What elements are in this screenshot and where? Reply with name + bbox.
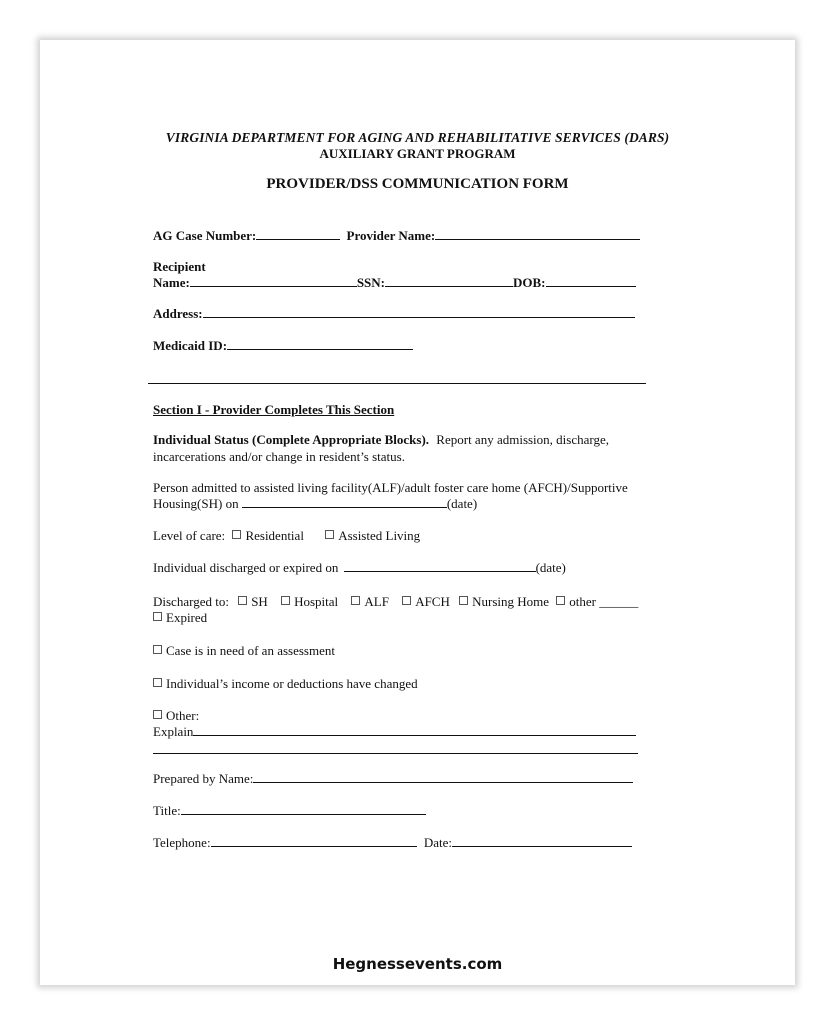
medicaid-label: Medicaid ID: [153,338,228,353]
recipient-label: Recipient [153,259,206,274]
section1-heading: Section I - Provider Completes This Section [153,402,395,417]
provider-name-line[interactable] [435,228,640,240]
expired-checkbox[interactable] [153,612,162,621]
date-label: Date: [423,835,452,850]
admitted-date-line[interactable] [242,496,447,508]
assisted-living-checkbox[interactable] [325,530,334,539]
residential-label: Residential [245,528,304,543]
admitted-line2: Housing(SH) on [153,496,239,511]
date-line[interactable] [452,835,632,847]
dob-line[interactable] [546,275,636,287]
explain-line2[interactable] [153,753,638,754]
discharged-date-label: (date) [535,560,566,575]
level-of-care-row [153,528,420,544]
alf-checkbox[interactable] [351,596,360,605]
ssn-line[interactable] [385,275,513,287]
expired-row [153,610,207,626]
address-label: Address: [153,306,203,321]
explain-line1[interactable] [193,724,636,736]
medicaid-line[interactable] [227,338,413,350]
assisted-living-label: Assisted Living [338,528,421,543]
ag-case-label: AG Case Number: [153,228,257,243]
telephone-row [153,835,632,851]
nursing-home-label: Nursing Home [472,594,550,609]
title-row [153,803,426,819]
admitted-date-label: (date) [446,496,478,511]
admitted-line1: Person admitted to assisted living facility(ALF)/adult foster care home (AFCH)/Supportive [153,480,628,495]
name-line[interactable] [190,275,357,287]
provider-name-label: Provider Name: [346,228,436,243]
alf-label: ALF [364,594,389,609]
other-row [153,708,199,724]
explain-label: Explain [153,724,194,739]
assessment-row [153,643,335,659]
income-label: Individual’s income or deductions have changed [166,676,418,691]
income-row [153,676,418,692]
title-label: Title: [153,803,181,818]
telephone-line[interactable] [211,835,417,847]
address-row [153,306,635,322]
residential-checkbox[interactable] [232,530,241,539]
assessment-checkbox[interactable] [153,645,162,654]
discharged-expired-row [153,560,566,576]
admitted-row [153,496,477,512]
expired-label: Expired [166,610,208,625]
name-label: Name: [153,275,190,290]
sh-label: SH [251,594,268,609]
assessment-label: Case is in need of an assessment [166,643,335,658]
other-checkbox[interactable] [153,710,162,719]
prepared-by-line[interactable] [253,771,633,783]
agency-name: VIRGINIA DEPARTMENT FOR AGING AND REHABILITATIVE SERVICES (DARS) [165,130,670,145]
discharged-date-line[interactable] [344,560,536,572]
ssn-label: SSN: [356,275,386,290]
discharged-expired-label: Individual discharged or expired on [153,560,339,575]
other-label: Other: [166,708,200,723]
title-line[interactable] [181,803,426,815]
sh-checkbox[interactable] [238,596,247,605]
prepared-by-row [153,771,633,787]
document-page [40,40,795,985]
discharged-to-row [153,594,638,610]
prepared-by-label: Prepared by Name: [153,771,254,786]
website-watermark: Hegnessevents.com [332,955,503,973]
individual-status-bold: Individual Status (Complete Appropriate Blocks). [153,432,430,447]
individual-status-rest: Report any admission, discharge, [436,432,609,447]
afch-checkbox[interactable] [402,596,411,605]
individual-status-line1 [153,432,609,448]
hospital-checkbox[interactable] [281,596,290,605]
ag-case-line[interactable] [256,228,340,240]
section-divider [148,383,646,384]
telephone-label: Telephone: [153,835,211,850]
ag-case-row [153,228,640,244]
discharged-to-label: Discharged to: [153,594,229,609]
hospital-label: Hospital [294,594,339,609]
form-title: PROVIDER/DSS COMMUNICATION FORM [266,176,569,192]
other-short-checkbox[interactable] [556,596,565,605]
program-name: AUXILIARY GRANT PROGRAM [319,146,516,161]
medicaid-row [153,338,413,354]
other-short-label: other ______ [569,594,639,609]
individual-status-line2: incarcerations and/or change in resident’s status. [153,449,405,464]
recipient-row [153,275,636,291]
level-of-care-label: Level of care: [153,528,226,543]
address-line[interactable] [203,306,635,318]
nursing-home-checkbox[interactable] [459,596,468,605]
afch-label: AFCH [415,594,450,609]
explain-row [153,724,636,740]
income-checkbox[interactable] [153,678,162,687]
dob-label: DOB: [513,275,546,290]
